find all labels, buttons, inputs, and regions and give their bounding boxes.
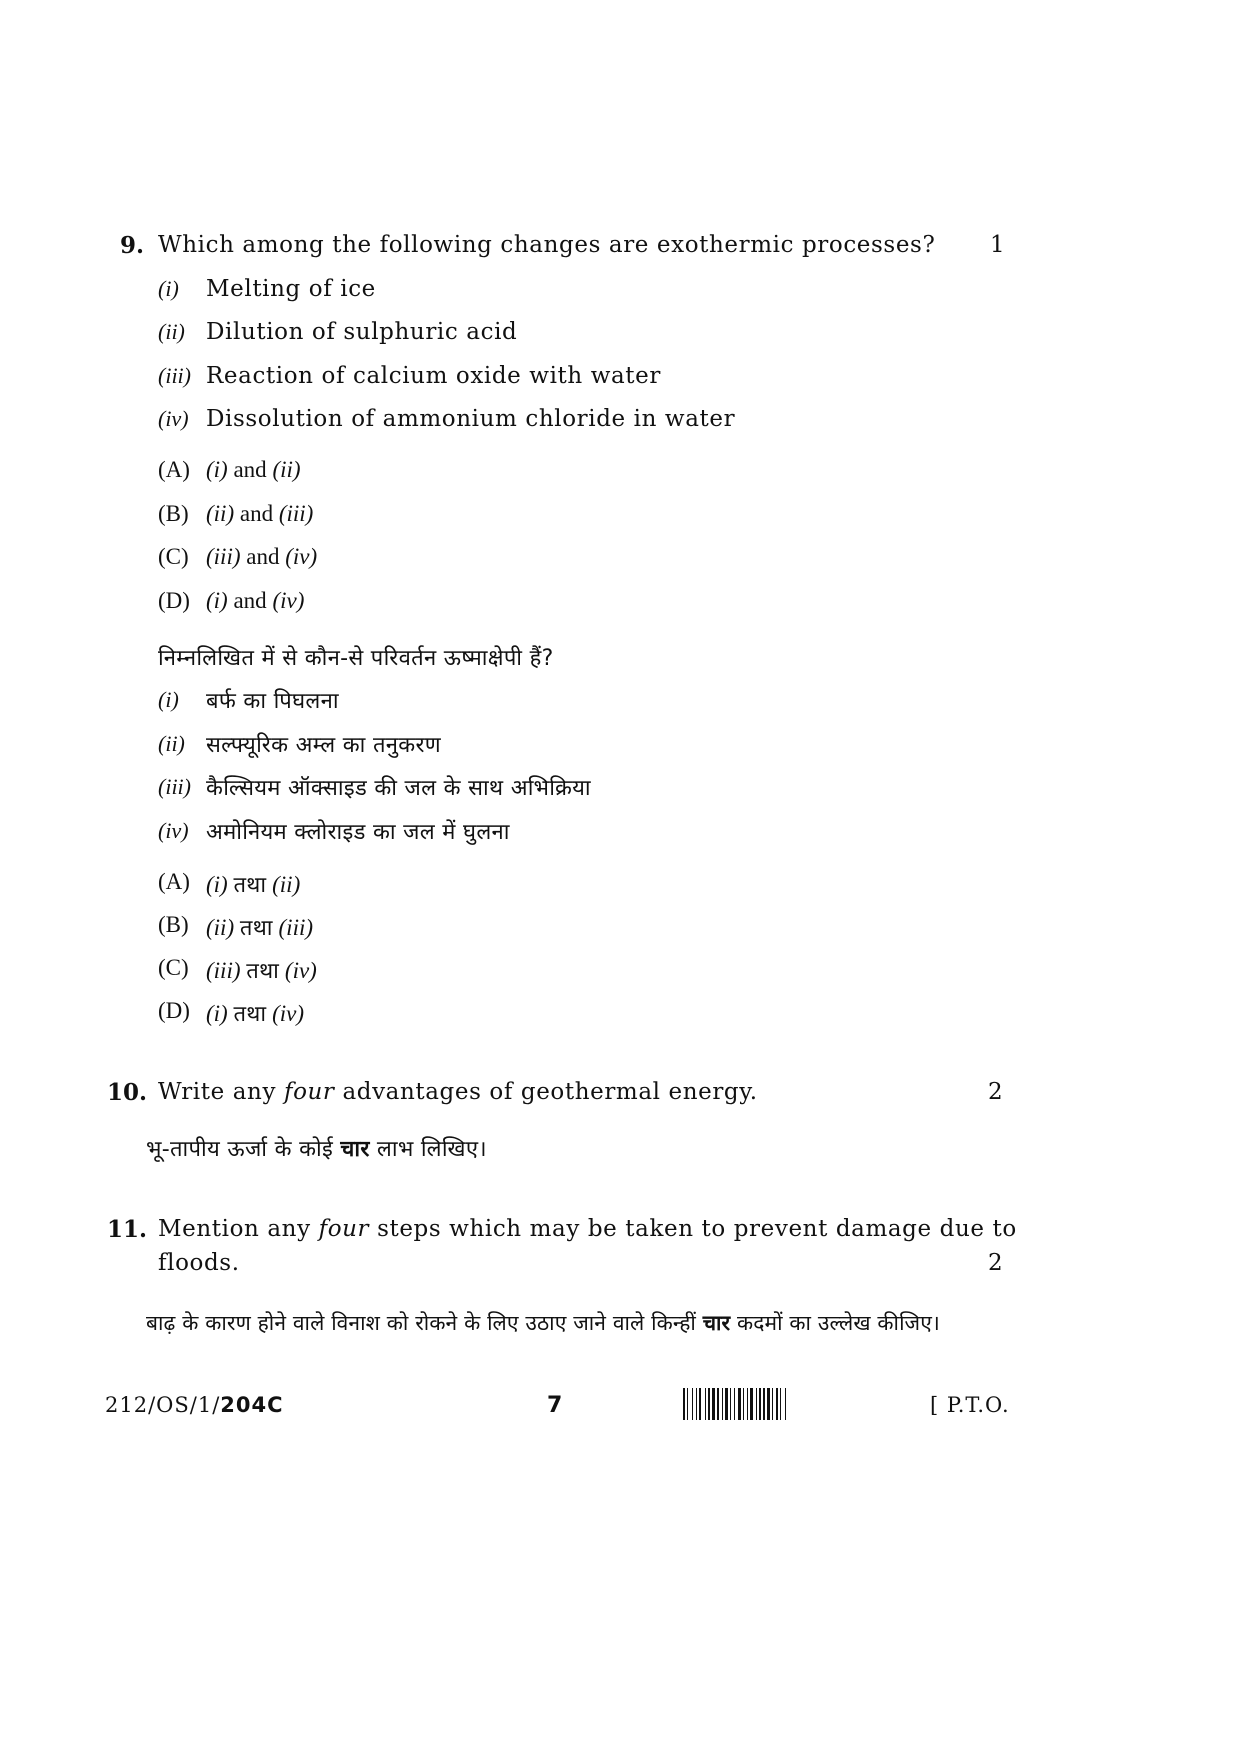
option-text: (i) तथा (iv) — [206, 1001, 305, 1027]
option-text: (ii) and (iii) — [206, 501, 314, 526]
item-label: (iii) — [158, 774, 191, 799]
option-label: (C) — [158, 955, 189, 980]
option-label: (D) — [158, 998, 190, 1023]
option-text: (iii) and (iv) — [206, 544, 318, 569]
item-label: (iii) — [158, 363, 191, 388]
option-label: (A) — [158, 869, 190, 894]
item-label: (ii) — [158, 319, 185, 344]
item-text: अमोनियम क्लोराइड का जल में घुलना — [206, 820, 510, 845]
question-11-number: 11. — [107, 1216, 148, 1243]
question-11-hindi-text: बाढ़ के कारण होने वाले विनाश को रोकने के लिए उठाए जाने वाले किन्हीं चार कदमों का उल्लेख कीजिए। — [146, 1311, 940, 1335]
item-text: Reaction of calcium oxide with water — [206, 363, 661, 389]
item-label: (iv) — [158, 406, 189, 431]
option-label: (C) — [158, 544, 189, 569]
option-label: (A) — [158, 457, 190, 482]
question-10-marks: 2 — [988, 1079, 1003, 1105]
question-11-text: Mention any four steps which may be taken to prevent damage due to — [158, 1216, 1017, 1242]
option-text: (i) and (iv) — [206, 588, 305, 613]
item-text: Melting of ice — [206, 276, 376, 302]
page-number: 7 — [547, 1393, 563, 1418]
option-label: (D) — [158, 588, 190, 613]
option-text: (i) तथा (ii) — [206, 872, 301, 898]
item-text: Dilution of sulphuric acid — [206, 319, 518, 345]
paper-code: 212/OS/1/204C — [105, 1393, 284, 1417]
item-label: (ii) — [158, 731, 185, 756]
question-10-hindi-text: भू-तापीय ऊर्जा के कोई चार लाभ लिखिए। — [146, 1137, 487, 1162]
option-text: (iii) तथा (iv) — [206, 958, 317, 984]
item-text: बर्फ का पिघलना — [206, 689, 339, 714]
question-9-hindi-text: निम्नलिखित में से कौन-से परिवर्तन ऊष्माक्षेपी हैं? — [158, 646, 554, 671]
item-label: (i) — [158, 276, 179, 301]
item-text: कैल्सियम ऑक्साइड की जल के साथ अभिक्रिया — [206, 776, 591, 801]
option-text: (ii) तथा (iii) — [206, 915, 314, 941]
item-label: (i) — [158, 687, 179, 712]
item-label: (iv) — [158, 818, 189, 843]
question-11-text-line2: floods. — [158, 1250, 240, 1276]
option-label: (B) — [158, 912, 189, 937]
barcode — [683, 1388, 915, 1420]
question-9-number: 9. — [120, 232, 145, 259]
question-9-text: Which among the following changes are exothermic processes? — [158, 232, 936, 258]
item-text: Dissolution of ammonium chloride in water — [206, 406, 736, 432]
question-9-marks: 1 — [990, 232, 1005, 258]
item-text: सल्फ्यूरिक अम्ल का तनुकरण — [206, 733, 442, 758]
question-10-number: 10. — [107, 1079, 148, 1106]
question-11-marks: 2 — [988, 1250, 1003, 1276]
option-label: (B) — [158, 501, 189, 526]
pto-label: [ P.T.O. — [930, 1393, 1010, 1417]
option-text: (i) and (ii) — [206, 457, 301, 482]
question-10-text: Write any four advantages of geothermal energy. — [158, 1079, 758, 1105]
